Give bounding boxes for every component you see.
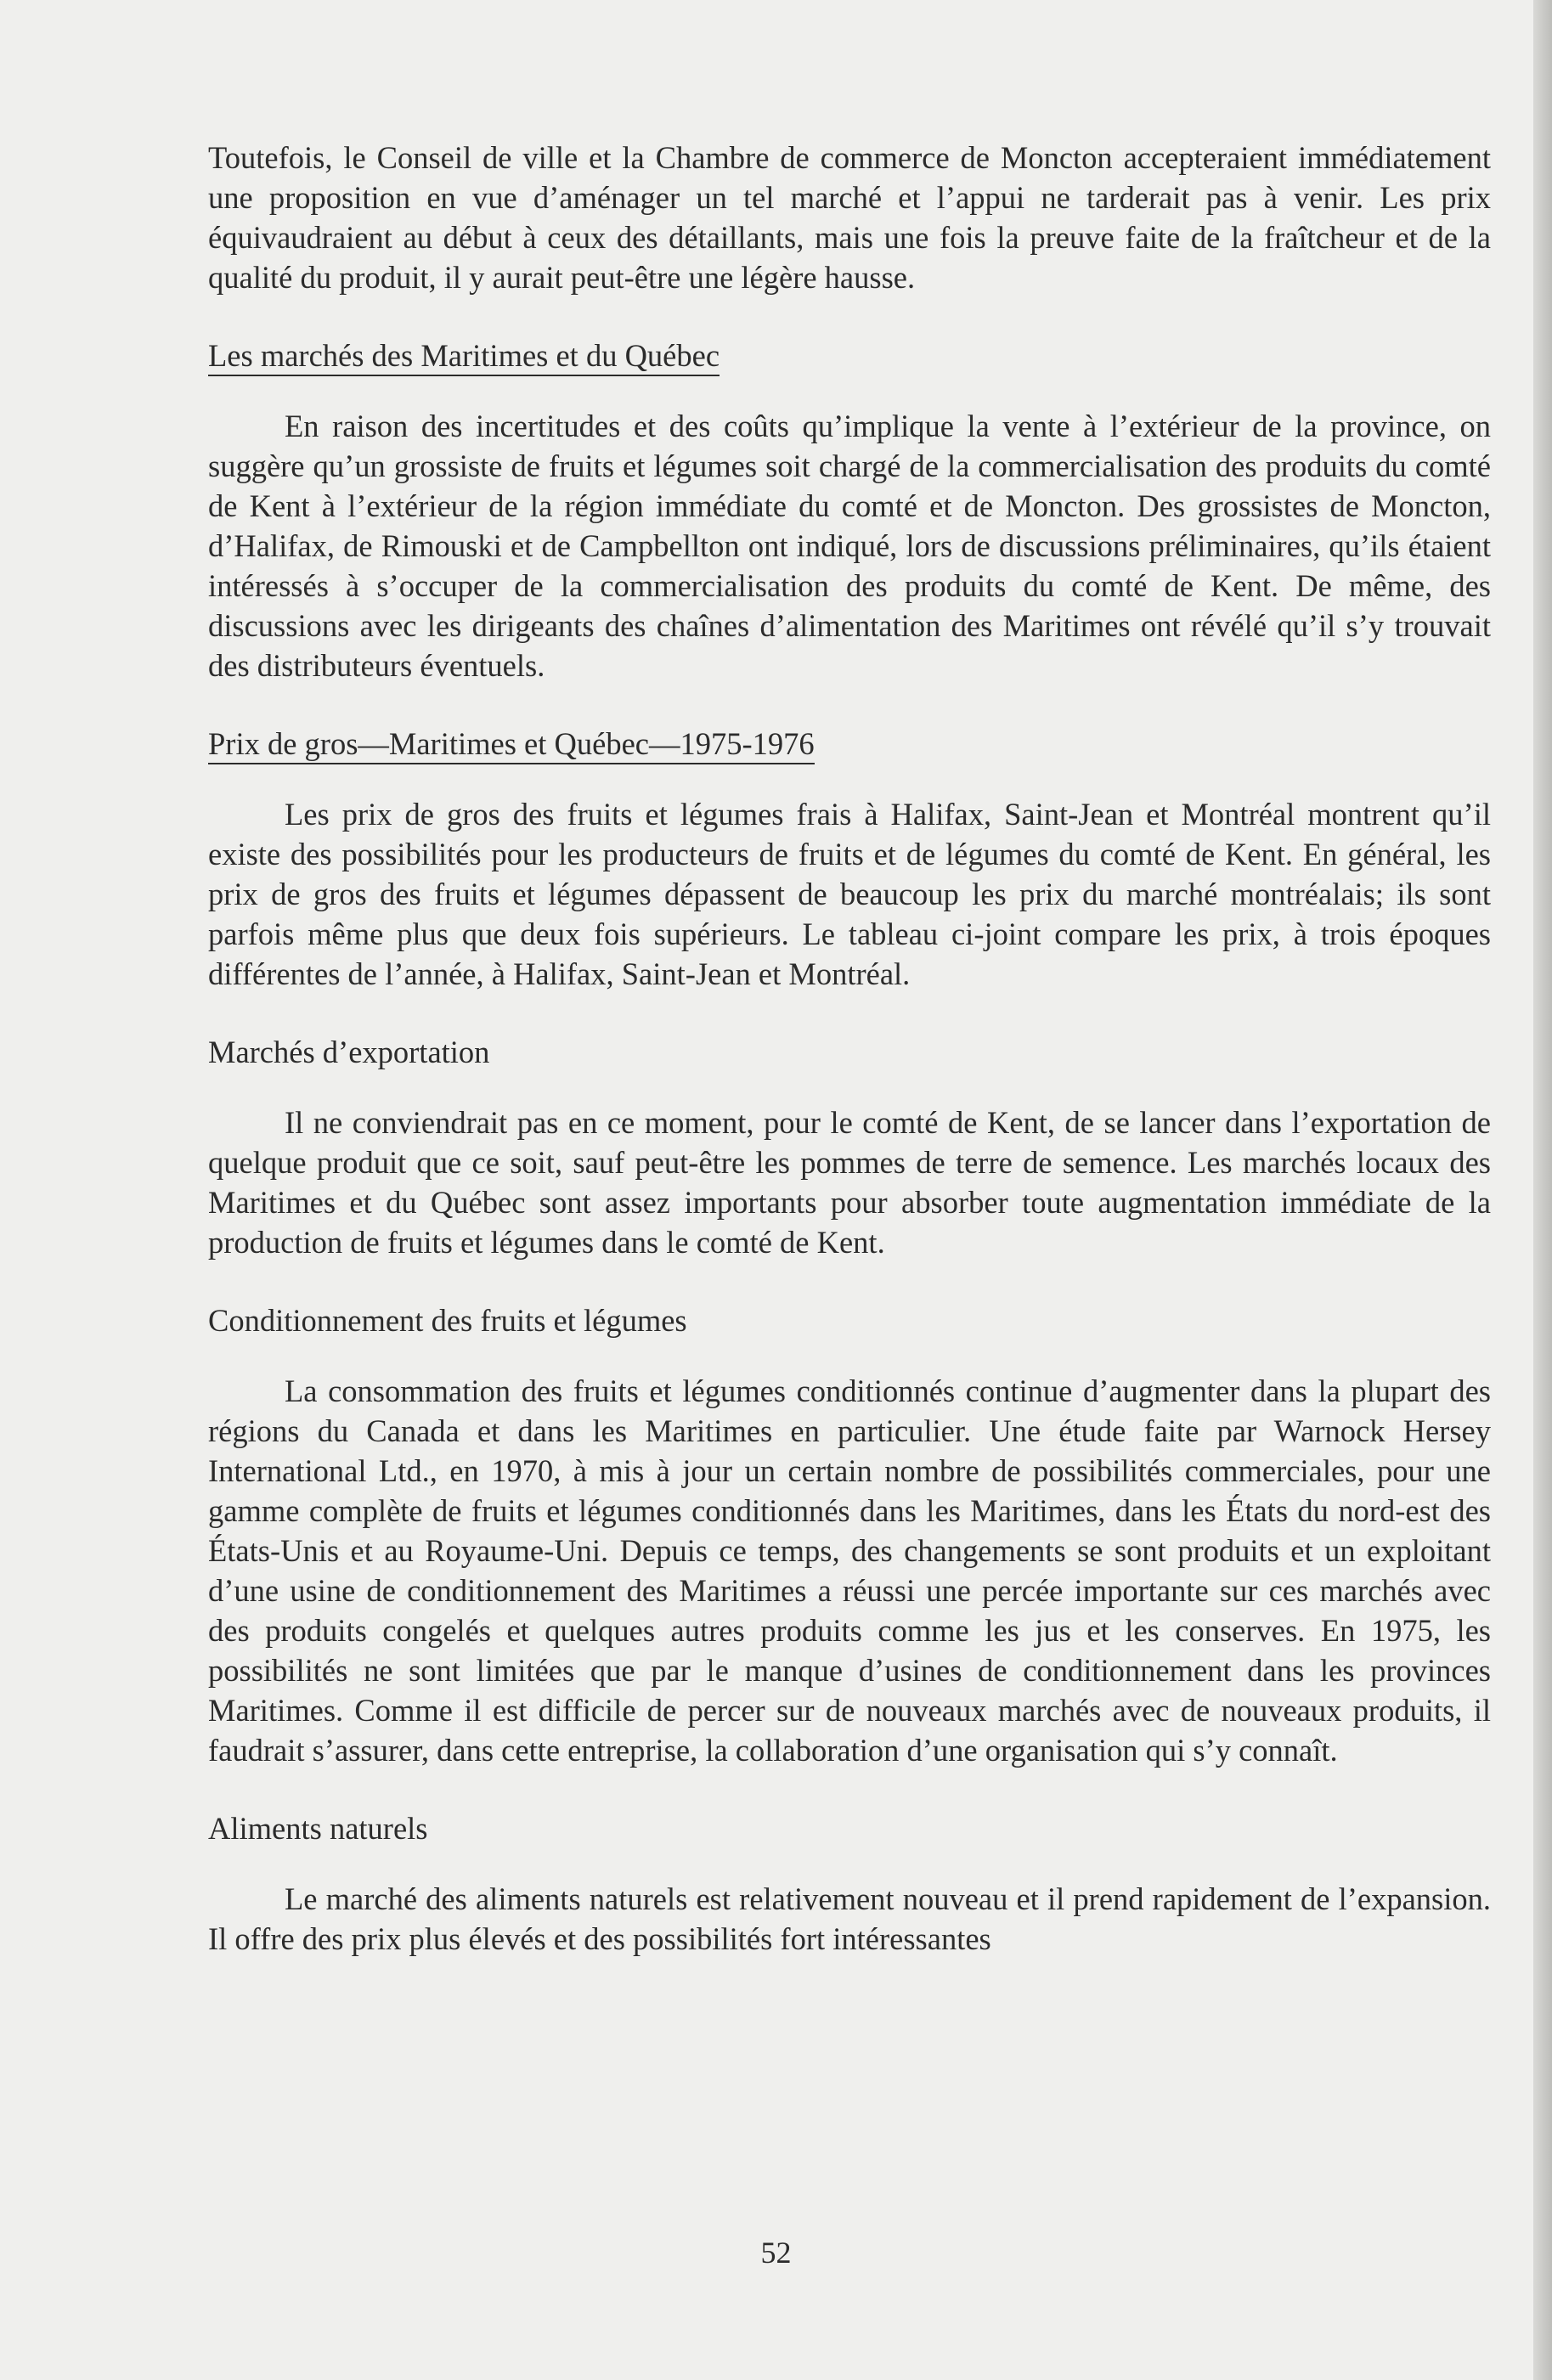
section-heading-text: Aliments naturels bbox=[208, 1811, 428, 1846]
page-number: 52 bbox=[760, 2236, 792, 2270]
paragraph: En raison des incertitudes et des coûts qu’implique la vente à l’extérieur de la province, on suggère qu’un grossiste de fruits et légumes soit chargé de la commercialisation des produits du comté de Kent à l’extérieur de la région immédiate du comté et de Moncton. Des grossistes de Moncton, d’Halifax, de Rimouski et de Campbellton ont indiqué, lors de discussions préliminaires, qu’ils étaient intéressés à s’occuper de la commercialisation des produits du comté de Kent. De même, des discussions avec les dirigeants des chaînes d’alimentation des Maritimes ont révélé qu’il s’y trouvait des distributeurs éventuels. bbox=[208, 409, 1491, 683]
paragraph: Il ne conviendrait pas en ce moment, pour le comté de Kent, de se lancer dans l’exportation de quelque produit que ce soit, sauf peut-être les pommes de terre de semence. Les marchés locaux des Maritimes et du Québec sont assez importants pour absorber toute augmentation immédiate de la production de fruits et légumes dans le comté de Kent. bbox=[208, 1105, 1491, 1260]
section-heading bbox=[208, 336, 1491, 375]
section-heading-text: Marchés d’exportation bbox=[208, 1035, 490, 1069]
section-heading-text: Les marchés des Maritimes et du Québec bbox=[208, 338, 720, 376]
paragraph: Toutefois, le Conseil de ville et la Chambre de commerce de Moncton accepteraient immédiatement une proposition en vue d’aménager un tel marché et l’appui ne tarderait pas à venir. Les prix équivaudraient au début à ceux des détaillants, mais une fois la preuve faite de la fraîtcheur et de la qualité du produit, il y aurait peut-être une légère hausse. bbox=[208, 140, 1491, 295]
paragraph: Le marché des aliments naturels est relativement nouveau et il prend rapidement de l’expansion. Il offre des prix plus élevés et des possibilités fort intéressantes bbox=[208, 1881, 1491, 1956]
paragraph: La consommation des fruits et légumes conditionnés continue d’augmenter dans la plupart des régions du Canada et dans les Maritimes en particulier. Une étude faite par Warnock Hersey International Ltd., en 1970, à mis à jour un certain nombre de possibilités commerciales, pour une gamme complète de fruits et légumes conditionnés dans les Maritimes, dans les États du nord-est des États-Unis et au Royaume-Uni. Depuis ce temps, des changements se sont produits et un exploitant d’une usine de conditionnement des Maritimes a réussi une percée importante sur ces marchés avec des produits congelés et quelques autres produits comme les jus et les conserves. En 1975, les possibilités ne sont limitées que par le manque d’usines de conditionnement dans les provinces Maritimes. Comme il est difficile de percer sur de nouveaux marchés avec de nouveaux produits, il faudrait s’assurer, dans cette entreprise, la collaboration d’une organisation qui s’y connaît. bbox=[208, 1373, 1491, 1768]
section-heading bbox=[208, 1032, 1491, 1072]
section-heading-text: Prix de gros—Maritimes et Québec—1975-1976 bbox=[208, 726, 815, 764]
section-heading bbox=[208, 1300, 1491, 1340]
section-heading bbox=[208, 724, 1491, 764]
page-edge-shadow bbox=[1533, 0, 1552, 2380]
section-heading bbox=[208, 1808, 1491, 1848]
document-body bbox=[208, 138, 1491, 1959]
section-heading-text: Conditionnement des fruits et légumes bbox=[208, 1303, 687, 1338]
paragraph: Les prix de gros des fruits et légumes frais à Halifax, Saint-Jean et Montréal montrent qu’il existe des possibilités pour les producteurs de fruits et de légumes du comté de Kent. En général, les prix de gros des fruits et légumes dépassent de beaucoup les prix du marché montréalais; ils sont parfois même plus que deux fois supérieurs. Le tableau ci-joint compare les prix, à trois époques différentes de l’année, à Halifax, Saint-Jean et Montréal. bbox=[208, 797, 1491, 991]
